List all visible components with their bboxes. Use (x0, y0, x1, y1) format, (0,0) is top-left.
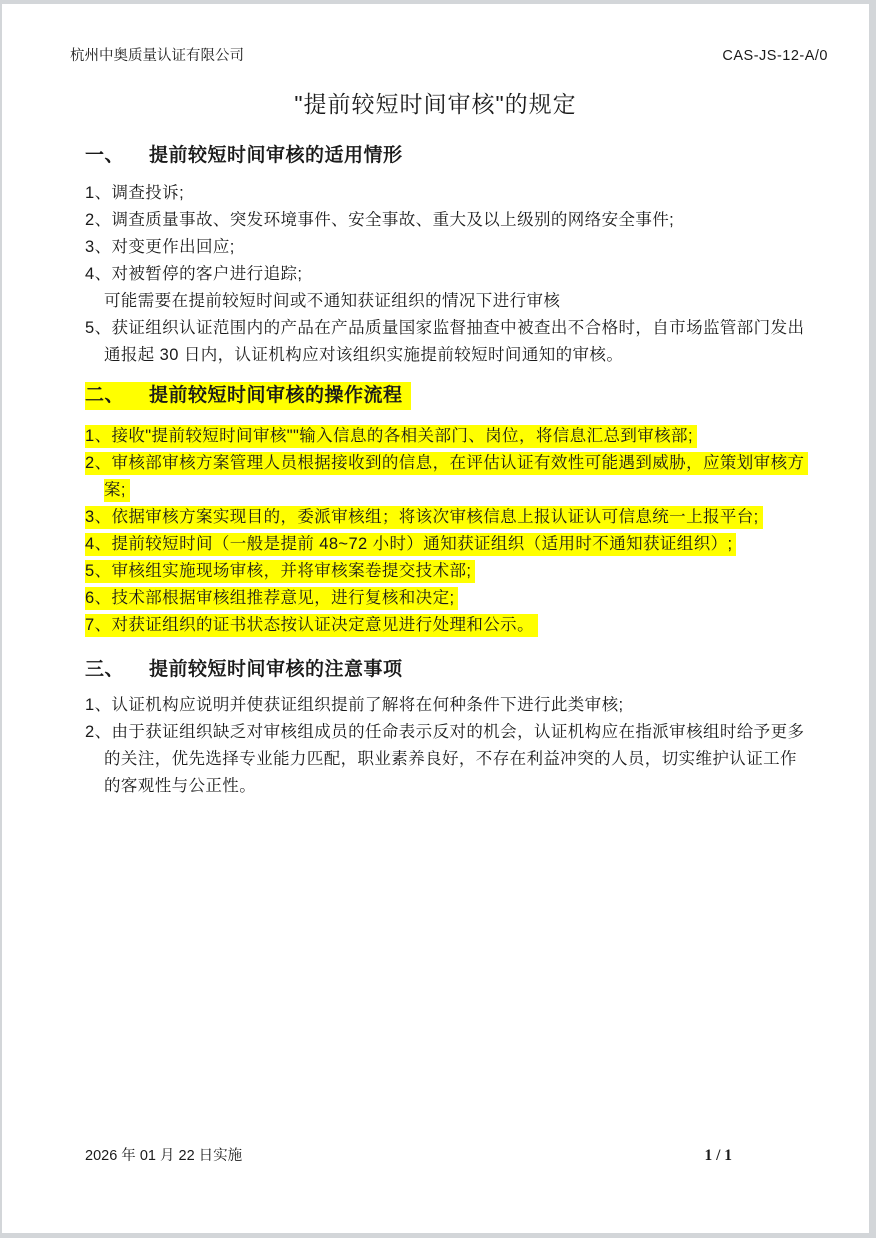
list-item-text: 提前较短时间（一般是提前 48~72 小时）通知获证组织（适用时不通知获证组织）; (111, 535, 733, 553)
list-item (85, 531, 842, 558)
section-number: 二、 (85, 385, 125, 406)
list-item-label: 3、 (85, 238, 112, 256)
list-item-continuation (85, 773, 842, 800)
list-item-continuation (85, 288, 842, 315)
list-item-label: 7、 (85, 616, 112, 634)
list-item-label: 1、 (85, 184, 112, 202)
list-item-continuation (85, 342, 842, 369)
company-name: 杭州中奥质量认证有限公司 (70, 48, 244, 64)
list-item-text: 对被暂停的客户进行追踪; (111, 265, 303, 283)
list-item (85, 315, 842, 342)
list-item-text: 案; (104, 481, 126, 499)
list-item-label: 4、 (85, 265, 112, 283)
list-item (85, 261, 842, 288)
list-item-label: 5、 (85, 319, 112, 337)
doc-footer (85, 1146, 842, 1166)
list-item-label: 1、 (85, 696, 112, 714)
list-item-text: 技术部根据审核组推荐意见，进行复核和决定; (111, 589, 455, 607)
list-item-text: 认证机构应说明并使获证组织提前了解将在何种条件下进行此类审核; (111, 696, 624, 714)
section-precautions (85, 656, 842, 800)
list-item-text: 依据审核方案实现目的，委派审核组；将该次审核信息上报认证认可信息统一上报平台; (111, 508, 759, 526)
page-number: 1 / 1 (704, 1147, 732, 1164)
list-item-continuation (85, 746, 842, 773)
list-item (85, 504, 842, 531)
list-item (85, 585, 842, 612)
list-item-text: 的客观性与公正性。 (104, 777, 257, 795)
section-heading-text: 提前较短时间审核的操作流程 (149, 385, 403, 406)
list-item-text: 由于获证组织缺乏对审核组成员的任命表示反对的机会，认证机构应在指派审核组时给予更多 (111, 723, 805, 741)
list-item-text: 的关注，优先选择专业能力匹配，职业素养良好，不存在利益冲突的人员，切实维护认证工作 (104, 750, 797, 768)
list-item-text: 可能需要在提前较短时间或不通知获证组织的情况下进行审核 (104, 292, 561, 310)
section-operation-process (85, 382, 842, 639)
doc-title: "提前较短时间审核"的规定 (294, 91, 577, 117)
section-heading-text: 提前较短时间审核的注意事项 (149, 659, 403, 680)
list-item-text: 对获证组织的证书状态按认证决定意见进行处理和公示。 (111, 616, 534, 634)
list-item (85, 612, 842, 639)
document-page (2, 4, 869, 1233)
section-heading (85, 382, 842, 410)
list-item-continuation (85, 477, 842, 504)
list-item (85, 180, 842, 207)
list-item (85, 207, 842, 234)
section-number: 三、 (85, 659, 125, 680)
section-number: 一、 (85, 145, 125, 166)
list-item (85, 423, 842, 450)
list-item (85, 558, 842, 585)
section-applicable-situations (85, 142, 842, 369)
doc-content (85, 142, 842, 800)
list-item-text: 审核组实施现场审核，并将审核案卷提交技术部; (111, 562, 472, 580)
list-item-label: 2、 (85, 723, 112, 741)
list-item-label: 3、 (85, 508, 112, 526)
list-item-text: 调查投诉; (111, 184, 185, 202)
section-heading (85, 142, 842, 170)
list-item-text: 审核部审核方案管理人员根据接收到的信息，在评估认证有效性可能遇到威胁，应策划审核方 (111, 454, 805, 472)
list-item-label: 2、 (85, 454, 112, 472)
list-item-text: 接收"提前较短时间审核""输入信息的各相关部门、岗位，将信息汇总到审核部; (111, 427, 693, 445)
section-heading (85, 656, 842, 684)
list-item-text: 通报起 30 日内，认证机构应对该组织实施提前较短时间通知的审核。 (104, 346, 624, 364)
doc-number: CAS-JS-12-A/0 (722, 48, 828, 64)
list-item (85, 450, 842, 477)
list-item-label: 1、 (85, 427, 112, 445)
list-item-text: 对变更作出回应; (111, 238, 235, 256)
list-item (85, 234, 842, 261)
section-heading-text: 提前较短时间审核的适用情形 (149, 145, 403, 166)
list-item-label: 2、 (85, 211, 112, 229)
list-item-label: 6、 (85, 589, 112, 607)
effective-date: 2026 年 01 月 22 日实施 (85, 1148, 243, 1164)
list-item (85, 719, 842, 746)
list-item (85, 692, 842, 719)
list-item-text: 获证组织认证范围内的产品在产品质量国家监督抽查中被查出不合格时，自市场监管部门发出 (111, 319, 805, 337)
doc-header (70, 44, 828, 65)
list-item-label: 5、 (85, 562, 112, 580)
list-item-label: 4、 (85, 535, 112, 553)
list-item-text: 调查质量事故、突发环境事件、安全事故、重大及以上级别的网络安全事件; (111, 211, 675, 229)
